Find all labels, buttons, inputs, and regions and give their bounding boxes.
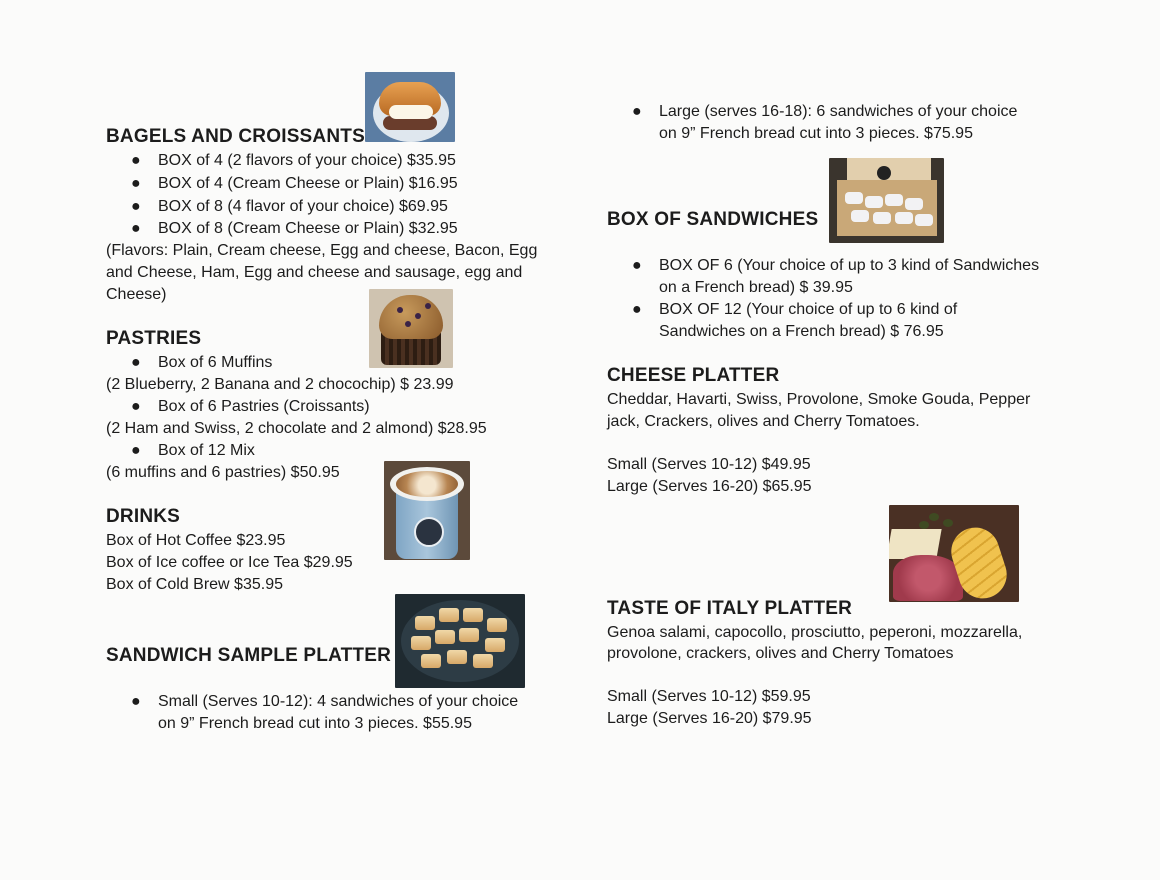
box-sandwiches-item-2-line-2: Sandwiches on a French bread) $ 76.95	[659, 323, 944, 340]
heading-taste-of-italy: TASTE OF ITALY PLATTER	[607, 598, 853, 619]
drinks-line-2: Box of Ice coffee or Ice Tea $29.95	[106, 554, 353, 571]
bullet-dot: ●	[131, 442, 141, 459]
drinks-line-3: Box of Cold Brew $35.95	[106, 576, 283, 593]
bagels-item-4: BOX of 8 (Cream Cheese or Plain) $32.95	[158, 220, 458, 237]
charcuterie-photo	[889, 505, 1019, 602]
pastries-item-3-detail: (6 muffins and 6 pastries) $50.95	[106, 464, 340, 481]
bullet-dot: ●	[131, 693, 141, 710]
sandwich-box-photo	[829, 158, 944, 243]
italy-small-price: Small (Serves 10-12) $59.95	[607, 688, 811, 705]
cheese-large-price: Large (Serves 16-20) $65.95	[607, 478, 812, 495]
flavors-note-line-2: and Cheese, Ham, Egg and cheese and sausage, egg and	[106, 264, 523, 281]
bullet-dot: ●	[131, 220, 141, 237]
bullet-dot: ●	[131, 152, 141, 169]
heading-box-of-sandwiches: BOX OF SANDWICHES	[607, 209, 819, 230]
sample-platter-large-line-1: Large (serves 16-18): 6 sandwiches of your choice	[659, 103, 1018, 120]
cheese-desc-line-1: Cheddar, Havarti, Swiss, Provolone, Smoke Gouda, Pepper	[607, 391, 1031, 408]
bullet-dot: ●	[131, 354, 141, 371]
cheese-desc-line-2: jack, Crackers, olives and Cherry Tomatoes.	[607, 413, 920, 430]
heading-bagels-and-croissants: BAGELS AND CROISSANTS	[106, 126, 365, 147]
heading-cheese-platter: CHEESE PLATTER	[607, 365, 780, 386]
sample-platter-large-line-2: on 9” French bread cut into 3 pieces. $75.95	[659, 125, 973, 142]
heading-drinks: DRINKS	[106, 506, 181, 527]
pastries-item-1-detail: (2 Blueberry, 2 Banana and 2 chocochip) $ 23.99	[106, 376, 454, 393]
heading-pastries: PASTRIES	[106, 328, 202, 349]
flavors-note-line-1: (Flavors: Plain, Cream cheese, Egg and cheese, Bacon, Egg	[106, 242, 538, 259]
pastries-item-1: Box of 6 Muffins	[158, 354, 273, 371]
pastries-item-2-detail: (2 Ham and Swiss, 2 chocolate and 2 almond) $28.95	[106, 420, 487, 437]
italy-desc-line-2: provolone, crackers, olives and Cherry Tomatoes	[607, 645, 954, 662]
bagels-item-3: BOX of 8 (4 flavor of your choice) $69.95	[158, 198, 448, 215]
bagels-item-2: BOX of 4 (Cream Cheese or Plain) $16.95	[158, 175, 458, 192]
sample-platter-small-line-2: on 9” French bread cut into 3 pieces. $55.95	[158, 715, 472, 732]
bagels-item-1: BOX of 4 (2 flavors of your choice) $35.95	[158, 152, 456, 169]
box-sandwiches-item-1-line-2: on a French bread) $ 39.95	[659, 279, 853, 296]
flavors-note-line-3: Cheese)	[106, 286, 167, 303]
italy-large-price: Large (Serves 16-20) $79.95	[607, 710, 812, 727]
bullet-dot: ●	[632, 301, 642, 318]
pastries-item-3: Box of 12 Mix	[158, 442, 255, 459]
sandwich-tray-photo	[395, 594, 525, 688]
italy-desc-line-1: Genoa salami, capocollo, prosciutto, peperoni, mozzarella,	[607, 624, 1023, 641]
pastries-item-2: Box of 6 Pastries (Croissants)	[158, 398, 370, 415]
box-sandwiches-item-2-line-1: BOX OF 12 (Your choice of up to 6 kind of	[659, 301, 958, 318]
bullet-dot: ●	[131, 398, 141, 415]
bullet-dot: ●	[131, 175, 141, 192]
croissant-sandwich-photo	[365, 72, 455, 142]
bullet-dot: ●	[632, 103, 642, 120]
heading-sandwich-sample-platter: SANDWICH SAMPLE PLATTER	[106, 645, 392, 666]
cheese-small-price: Small (Serves 10-12) $49.95	[607, 456, 811, 473]
bullet-dot: ●	[632, 257, 642, 274]
box-sandwiches-item-1-line-1: BOX OF 6 (Your choice of up to 3 kind of Sandwiches	[659, 257, 1040, 274]
coffee-cup-photo	[384, 461, 470, 560]
drinks-line-1: Box of Hot Coffee $23.95	[106, 532, 286, 549]
muffin-photo	[369, 289, 453, 368]
bullet-dot: ●	[131, 198, 141, 215]
sample-platter-small-line-1: Small (Serves 10-12): 4 sandwiches of your choice	[158, 693, 519, 710]
